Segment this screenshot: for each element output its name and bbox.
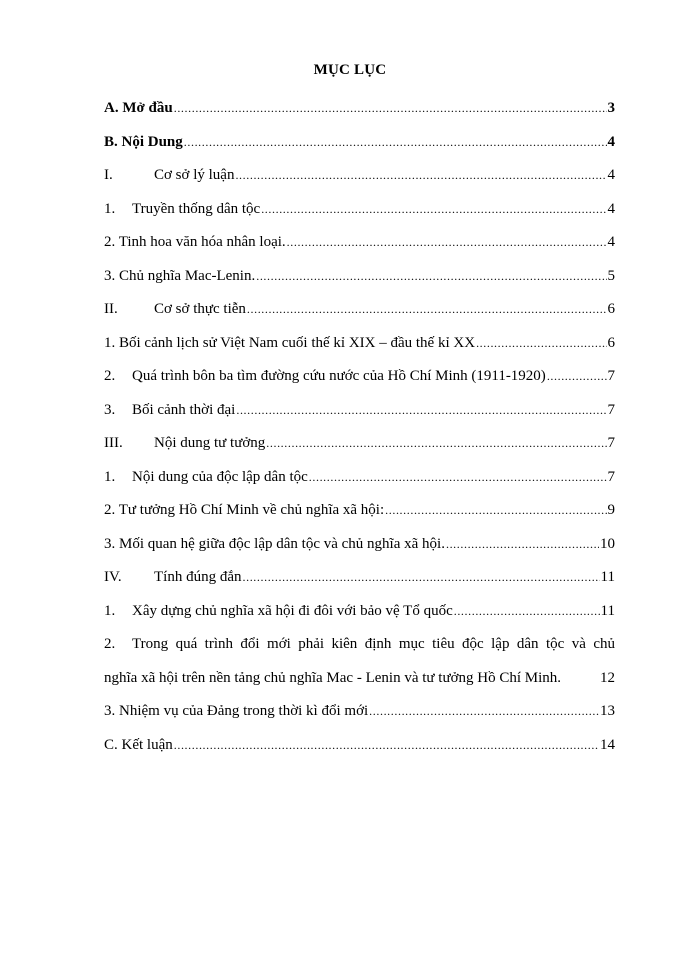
section-number: 2. bbox=[104, 636, 116, 652]
toc-entry[interactable] bbox=[104, 126, 615, 160]
dot-leader bbox=[476, 327, 606, 361]
toc-page-number: 7 bbox=[607, 435, 615, 451]
dot-leader bbox=[184, 126, 607, 160]
toc-entry-label bbox=[104, 427, 265, 461]
section-number: 3. bbox=[104, 401, 116, 418]
toc-title: MỤC LỤC bbox=[313, 62, 387, 78]
toc-page-number: 13 bbox=[600, 703, 615, 719]
toc-entry[interactable] bbox=[104, 561, 615, 595]
dot-leader bbox=[266, 427, 606, 461]
toc-page-number: 7 bbox=[607, 468, 615, 485]
toc-page-number: 4 bbox=[607, 234, 615, 250]
section-title: Nội dung của độc lập dân tộc bbox=[132, 468, 308, 485]
toc-entry-label: 2. Tư tưởng Hồ Chí Minh về chủ nghĩa xã hội: bbox=[104, 502, 385, 518]
dot-leader bbox=[547, 360, 607, 394]
toc-entry[interactable] bbox=[104, 695, 615, 729]
toc-page-number: 12 bbox=[600, 669, 615, 686]
section-number: IV. bbox=[104, 569, 122, 585]
toc-entry-label-line2 bbox=[104, 662, 615, 696]
toc-page-number: 14 bbox=[600, 736, 615, 753]
section-title: Bối cảnh thời đại bbox=[132, 401, 236, 418]
toc-page-number: 10 bbox=[600, 535, 615, 552]
section-title: Cơ sở thực tiễn bbox=[154, 301, 246, 317]
section-number: III. bbox=[104, 435, 123, 451]
toc-entry-label bbox=[104, 360, 546, 394]
section-number: II. bbox=[104, 301, 118, 317]
toc-page-number: 11 bbox=[600, 602, 615, 619]
toc-entry-label: 2. Tinh hoa văn hóa nhân loại. bbox=[104, 234, 286, 250]
toc-entry-label bbox=[104, 595, 453, 629]
toc-entry[interactable] bbox=[104, 494, 615, 528]
toc-page-number: 4 bbox=[607, 200, 615, 217]
toc-entry[interactable] bbox=[104, 729, 615, 763]
toc-entry-label: 1. Bối cảnh lịch sử Việt Nam cuối thế kỉ XIX – đầu thế kỉ XX bbox=[104, 334, 476, 351]
toc-page-number: 4 bbox=[607, 133, 615, 150]
toc-entry[interactable] bbox=[104, 193, 615, 227]
dot-leader bbox=[369, 695, 599, 729]
toc-entry[interactable] bbox=[104, 260, 615, 294]
dot-leader bbox=[174, 92, 607, 126]
section-title: Xây dựng chủ nghĩa xã hội đi đôi với bảo vệ Tổ quốc bbox=[132, 602, 453, 619]
toc-entry-label: 3. Nhiệm vụ của Đảng trong thời kì đổi mới bbox=[104, 703, 369, 719]
section-number: 1. bbox=[104, 602, 116, 619]
toc-entry-label bbox=[104, 461, 308, 495]
section-title: Trong quá trình đổi mới phải kiên định mục tiêu độc lập dân tộc và chủ bbox=[132, 636, 615, 652]
toc-entry-label bbox=[104, 293, 246, 327]
toc-entry-label bbox=[104, 159, 234, 193]
dot-leader bbox=[385, 494, 606, 528]
toc-entry-label bbox=[104, 561, 242, 595]
toc-entry-label: 3. Mối quan hệ giữa độc lập dân tộc và chủ nghĩa xã hội. bbox=[104, 535, 445, 552]
dot-leader bbox=[446, 528, 599, 562]
toc-entry-label bbox=[104, 394, 235, 428]
dot-leader bbox=[235, 159, 606, 193]
toc-entry-label: A. Mở đầu bbox=[104, 100, 173, 116]
toc-entry[interactable] bbox=[104, 327, 615, 361]
toc-page-number: 11 bbox=[600, 569, 615, 585]
toc-page-number: 5 bbox=[607, 267, 615, 284]
section-title: Quá trình bôn ba tìm đường cứu nước của Hồ Chí Minh (1911-1920) bbox=[132, 368, 546, 384]
dot-leader bbox=[261, 193, 606, 227]
toc-entry-label: B. Nội Dung bbox=[104, 133, 183, 150]
section-title-continued: nghĩa xã hội trên nền tảng chủ nghĩa Mac - Lenin và tư tưởng Hồ Chí Minh. bbox=[104, 669, 562, 686]
toc-page-number: 6 bbox=[607, 301, 615, 317]
dot-leader bbox=[287, 226, 607, 260]
toc-entry[interactable] bbox=[104, 293, 615, 327]
toc-entry[interactable] bbox=[104, 528, 615, 562]
toc-page-number: 7 bbox=[607, 401, 615, 418]
dot-leader bbox=[243, 561, 600, 595]
toc-entry[interactable] bbox=[104, 427, 615, 461]
section-number: 1. bbox=[104, 468, 116, 485]
dot-leader bbox=[236, 394, 606, 428]
table-of-contents bbox=[104, 92, 615, 762]
toc-entry[interactable] bbox=[104, 360, 615, 394]
toc-entry-label bbox=[104, 193, 260, 227]
toc-entry[interactable] bbox=[104, 394, 615, 428]
dot-leader bbox=[247, 293, 607, 327]
section-number: I. bbox=[104, 167, 113, 183]
toc-entry[interactable] bbox=[104, 92, 615, 126]
toc-entry-label: C. Kết luận bbox=[104, 736, 173, 753]
toc-page-number: 6 bbox=[607, 334, 615, 351]
section-title: Nội dung tư tưởng bbox=[154, 435, 266, 451]
section-number: 2. bbox=[104, 368, 116, 384]
dot-leader bbox=[309, 461, 607, 495]
toc-entry[interactable] bbox=[104, 628, 615, 695]
section-title: Truyền thống dân tộc bbox=[132, 200, 261, 217]
toc-page-number: 7 bbox=[607, 368, 615, 384]
toc-page-number: 9 bbox=[607, 502, 615, 518]
dot-leader bbox=[174, 729, 599, 763]
section-number: 1. bbox=[104, 200, 116, 217]
toc-entry-label-line1 bbox=[104, 628, 615, 662]
toc-page-number: 4 bbox=[607, 167, 615, 183]
toc-entry[interactable] bbox=[104, 595, 615, 629]
section-title: Cơ sở lý luận bbox=[154, 167, 235, 183]
dot-leader bbox=[256, 260, 606, 294]
toc-entry[interactable] bbox=[104, 159, 615, 193]
toc-entry-label: 3. Chủ nghĩa Mac-Lenin. bbox=[104, 267, 256, 284]
section-title: Tính đúng đắn bbox=[154, 569, 242, 585]
toc-page-number: 3 bbox=[607, 100, 615, 116]
dot-leader bbox=[454, 595, 600, 629]
toc-entry[interactable] bbox=[104, 226, 615, 260]
toc-entry[interactable] bbox=[104, 461, 615, 495]
